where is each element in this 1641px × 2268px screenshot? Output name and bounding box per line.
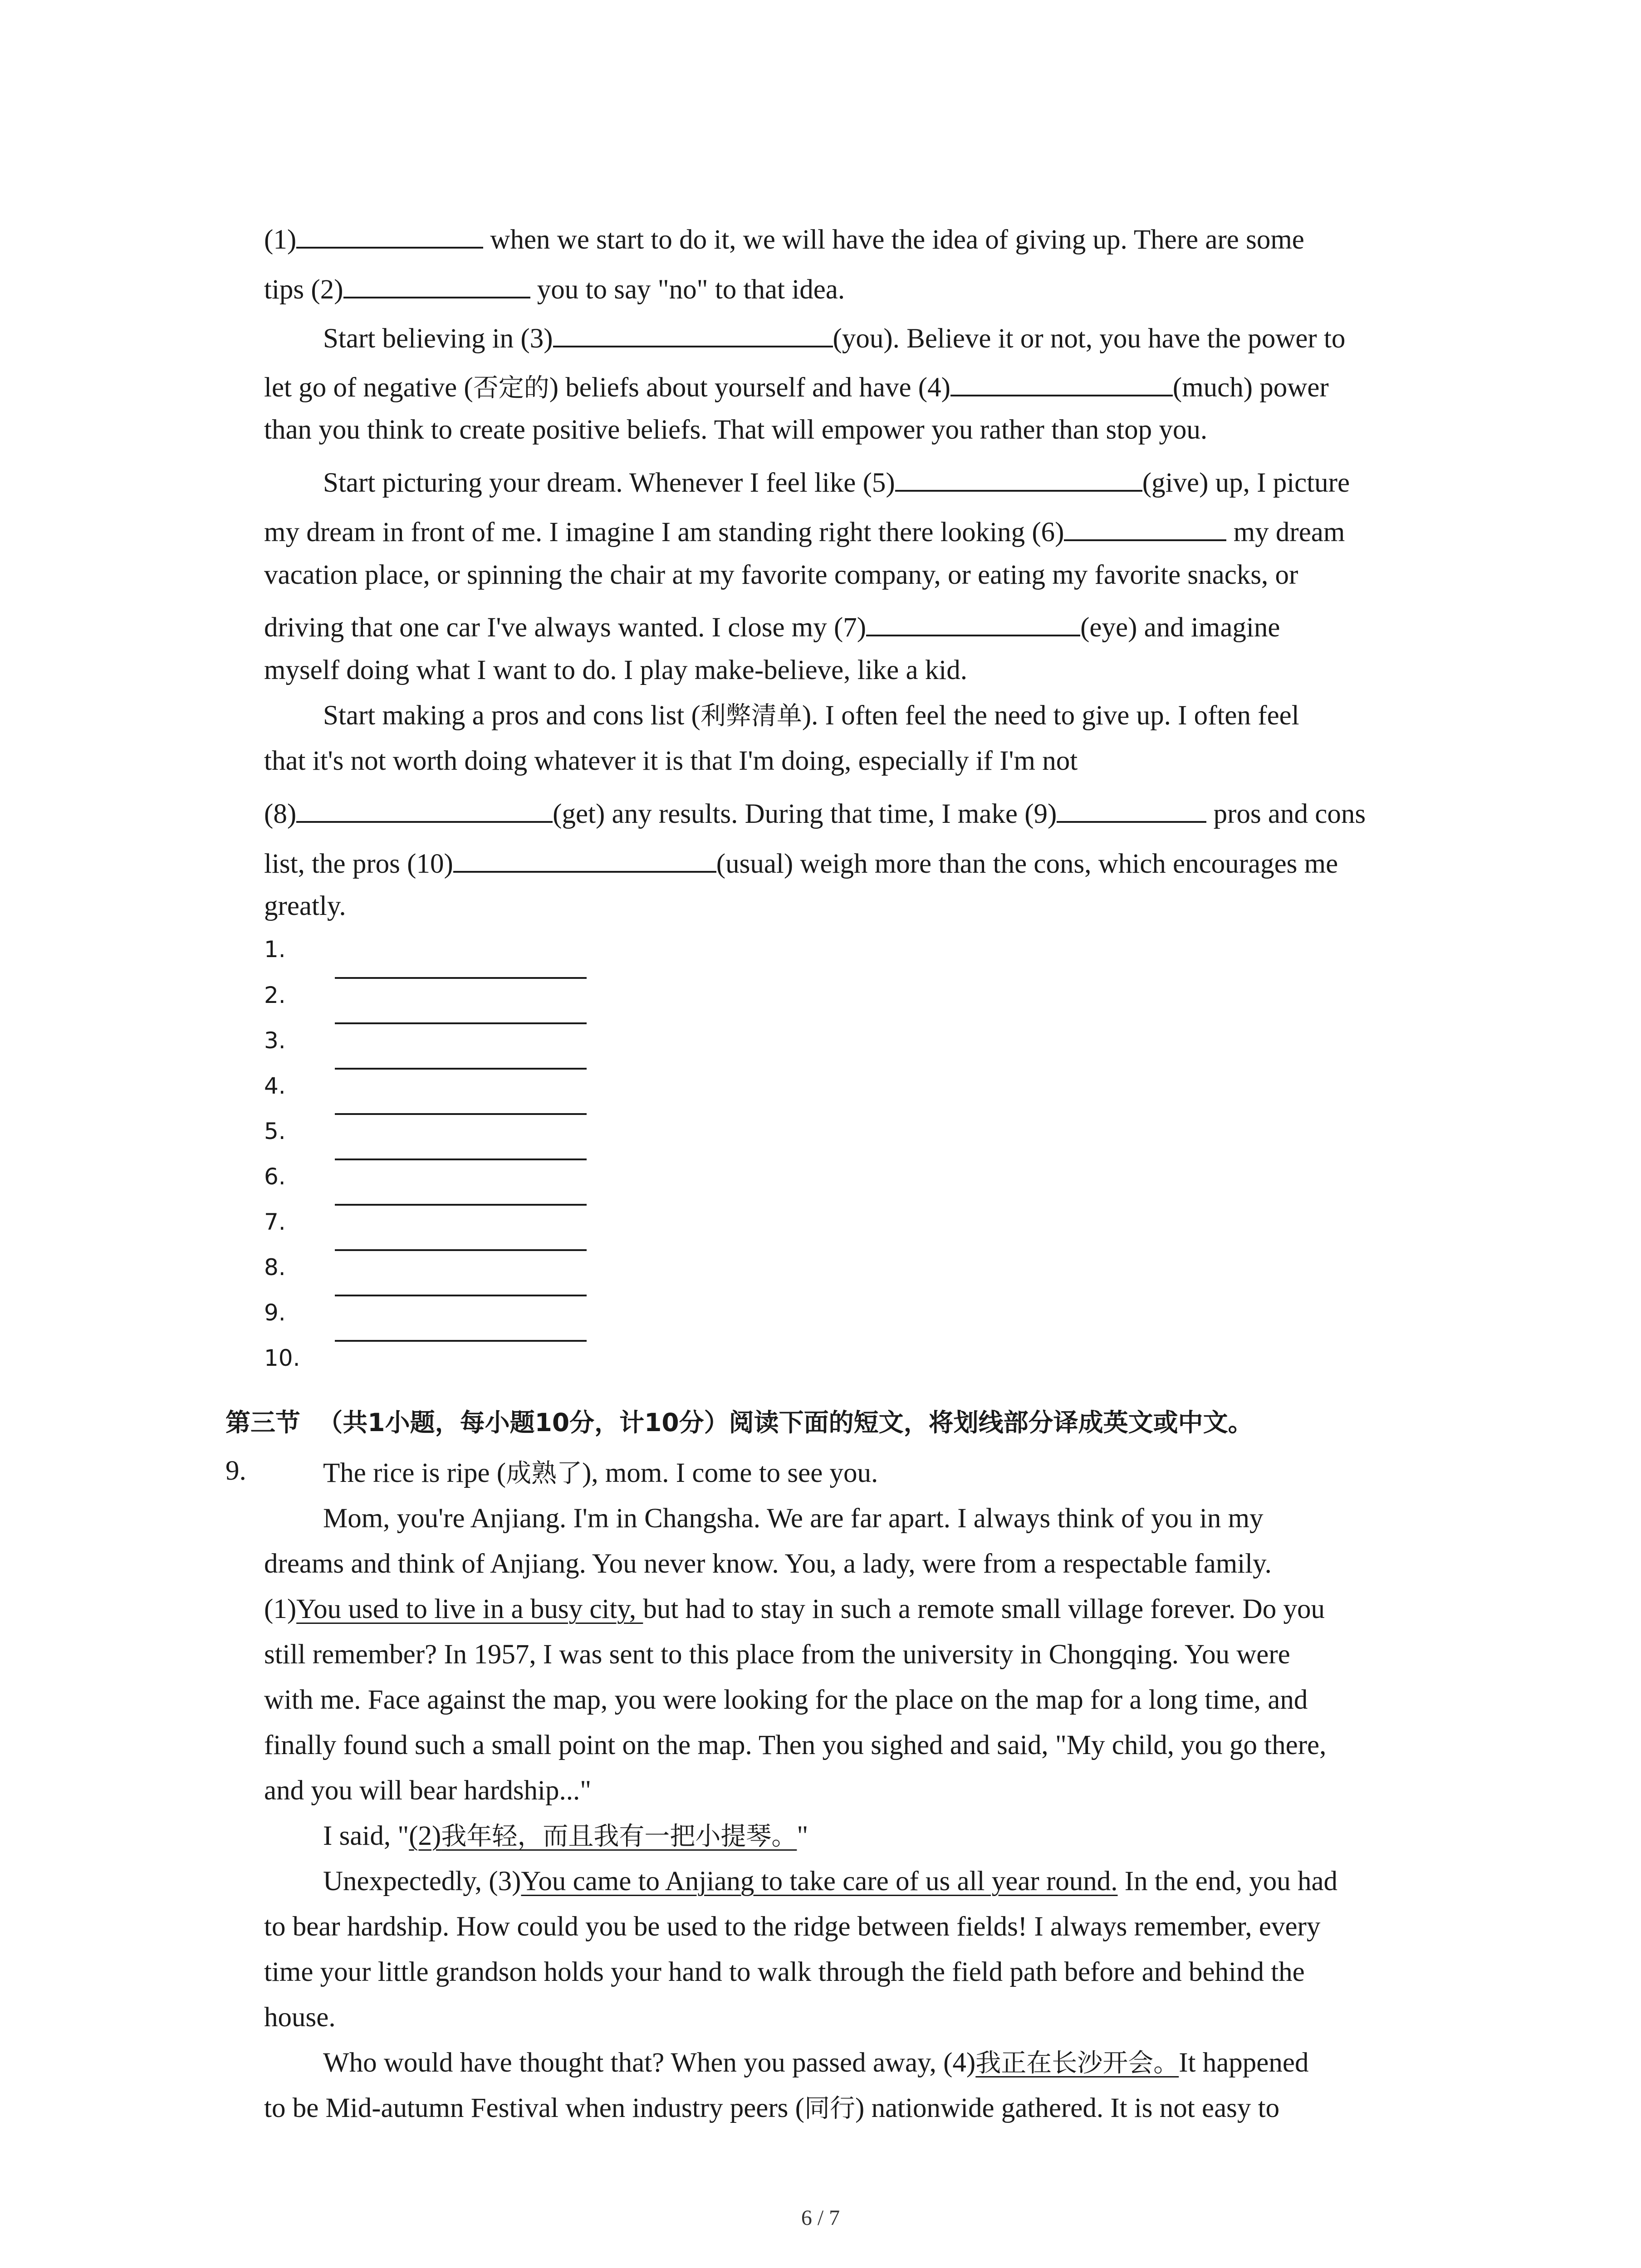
passage-line: dreams and think of Anjiang. You never know. You, a lady, were from a respectable family. xyxy=(264,1549,1272,1579)
answer-number: 7. xyxy=(264,1209,286,1235)
blank-9[interactable] xyxy=(1057,793,1206,823)
section-heading: 第三节 （共1小题，每小题10分，计10分）阅读下面的短文，将划线部分译成英文或中文。 xyxy=(225,1408,1253,1437)
passage-line: Start believing in (3) (you). Believe it or not, you have the power to xyxy=(323,318,1345,357)
passage-line: let go of negative (否定的) beliefs about yourself and have (4) (much) power xyxy=(264,367,1329,406)
passage-line: I said, "(2)我年轻，而且我有一把小提琴。" xyxy=(323,1821,808,1851)
answer-number: 10. xyxy=(264,1345,300,1371)
answer-line[interactable] xyxy=(335,1021,587,1024)
passage-line: tips (2) you to say "no" to that idea. xyxy=(264,269,845,308)
underlined-sentence-3: You came to Anjiang to take care of us all year round. xyxy=(521,1866,1118,1897)
answer-line[interactable] xyxy=(335,1202,587,1206)
passage-line: (8) (get) any results. During that time, I make (9) pros and cons xyxy=(264,793,1366,832)
blank-10[interactable] xyxy=(453,843,716,873)
passage-line: Start picturing your dream. Whenever I feel like (5) (give) up, I picture xyxy=(323,462,1350,501)
passage-line: my dream in front of me. I imagine I am standing right there looking (6) my dream xyxy=(264,511,1345,551)
answer-line[interactable] xyxy=(335,1066,587,1070)
passage-line: Mom, you're Anjiang. I'm in Changsha. We are far apart. I always think of you in my xyxy=(323,1503,1264,1534)
passage-line: house. xyxy=(264,2002,336,2033)
blank-1[interactable] xyxy=(296,219,483,249)
passage-line: Who would have thought that? When you passed away, (4)我正在长沙开会。It happened xyxy=(323,2048,1309,2078)
passage-line: time your little grandson holds your hand to walk through the field path before and behind the xyxy=(264,1957,1305,1987)
answer-line[interactable] xyxy=(335,1247,587,1251)
passage-line: Unexpectedly, (3)You came to Anjiang to take care of us all year round. In the end, you had xyxy=(323,1866,1338,1897)
passage-line: to bear hardship. How could you be used to the ridge between fields! I always remember, every xyxy=(264,1911,1321,1942)
passage-line: finally found such a small point on the map. Then you sighed and said, "My child, you go there, xyxy=(264,1730,1327,1760)
blank-7[interactable] xyxy=(866,606,1080,636)
passage-line: to be Mid-autumn Festival when industry peers (同行) nationwide gathered. It is not easy to xyxy=(264,2093,1280,2123)
passage-line: with me. Face against the map, you were looking for the place on the map for a long time, and xyxy=(264,1685,1308,1715)
answer-number: 5. xyxy=(264,1118,286,1144)
underlined-sentence-1: You used to live in a busy city, xyxy=(296,1594,643,1624)
passage-line: that it's not worth doing whatever it is that I'm doing, especially if I'm not xyxy=(264,746,1078,776)
passage-line: myself doing what I want to do. I play make-believe, like a kid. xyxy=(264,655,967,685)
passage-line: (1)You used to live in a busy city, but had to stay in such a remote small village forever. Do you xyxy=(264,1594,1325,1624)
answer-number: 3. xyxy=(264,1027,286,1054)
answer-number: 9. xyxy=(264,1300,286,1326)
passage-line: and you will bear hardship..." xyxy=(264,1775,592,1806)
passage-line: than you think to create positive beliefs. That will empower you rather than stop you. xyxy=(264,415,1208,445)
passage-line: vacation place, or spinning the chair at my favorite company, or eating my favorite snacks, or xyxy=(264,560,1298,590)
question-number: 9. xyxy=(225,1456,246,1486)
blank-5[interactable] xyxy=(895,462,1142,492)
passage-line: list, the pros (10) (usual) weigh more than the cons, which encourages me xyxy=(264,843,1338,882)
answer-number: 8. xyxy=(264,1254,286,1281)
answer-line[interactable] xyxy=(335,1293,587,1296)
answer-number: 6. xyxy=(264,1163,286,1190)
blank-4[interactable] xyxy=(950,367,1173,396)
passage-line: (1) when we start to do it, we will have the idea of giving up. There are some xyxy=(264,219,1304,258)
answer-line[interactable] xyxy=(335,1157,587,1160)
answer-line[interactable] xyxy=(335,1338,587,1342)
passage-line: still remember? In 1957, I was sent to this place from the university in Chongqing. You were xyxy=(264,1639,1290,1670)
blank-3[interactable] xyxy=(553,318,833,347)
blank-2[interactable] xyxy=(343,269,530,298)
passage-line: Start making a pros and cons list (利弊清单). I often feel the need to give up. I often feel xyxy=(323,700,1299,731)
blank-8[interactable] xyxy=(296,793,553,823)
passage-line: driving that one car I've always wanted. I close my (7) (eye) and imagine xyxy=(264,606,1280,646)
passage-line: greatly. xyxy=(264,891,346,921)
passage-line: The rice is ripe (成熟了), mom. I come to see you. xyxy=(323,1458,878,1488)
answer-line[interactable] xyxy=(335,975,587,979)
answer-number: 2. xyxy=(264,982,286,1008)
answer-line[interactable] xyxy=(335,1111,587,1115)
page-number: 6 / 7 xyxy=(801,2206,840,2230)
answer-number: 1. xyxy=(264,936,286,963)
answer-number: 4. xyxy=(264,1073,286,1099)
underlined-sentence-4: 我正在长沙开会。 xyxy=(975,2048,1179,2078)
blank-6[interactable] xyxy=(1064,511,1226,541)
underlined-sentence-2: (2)我年轻，而且我有一把小提琴。 xyxy=(409,1821,797,1851)
